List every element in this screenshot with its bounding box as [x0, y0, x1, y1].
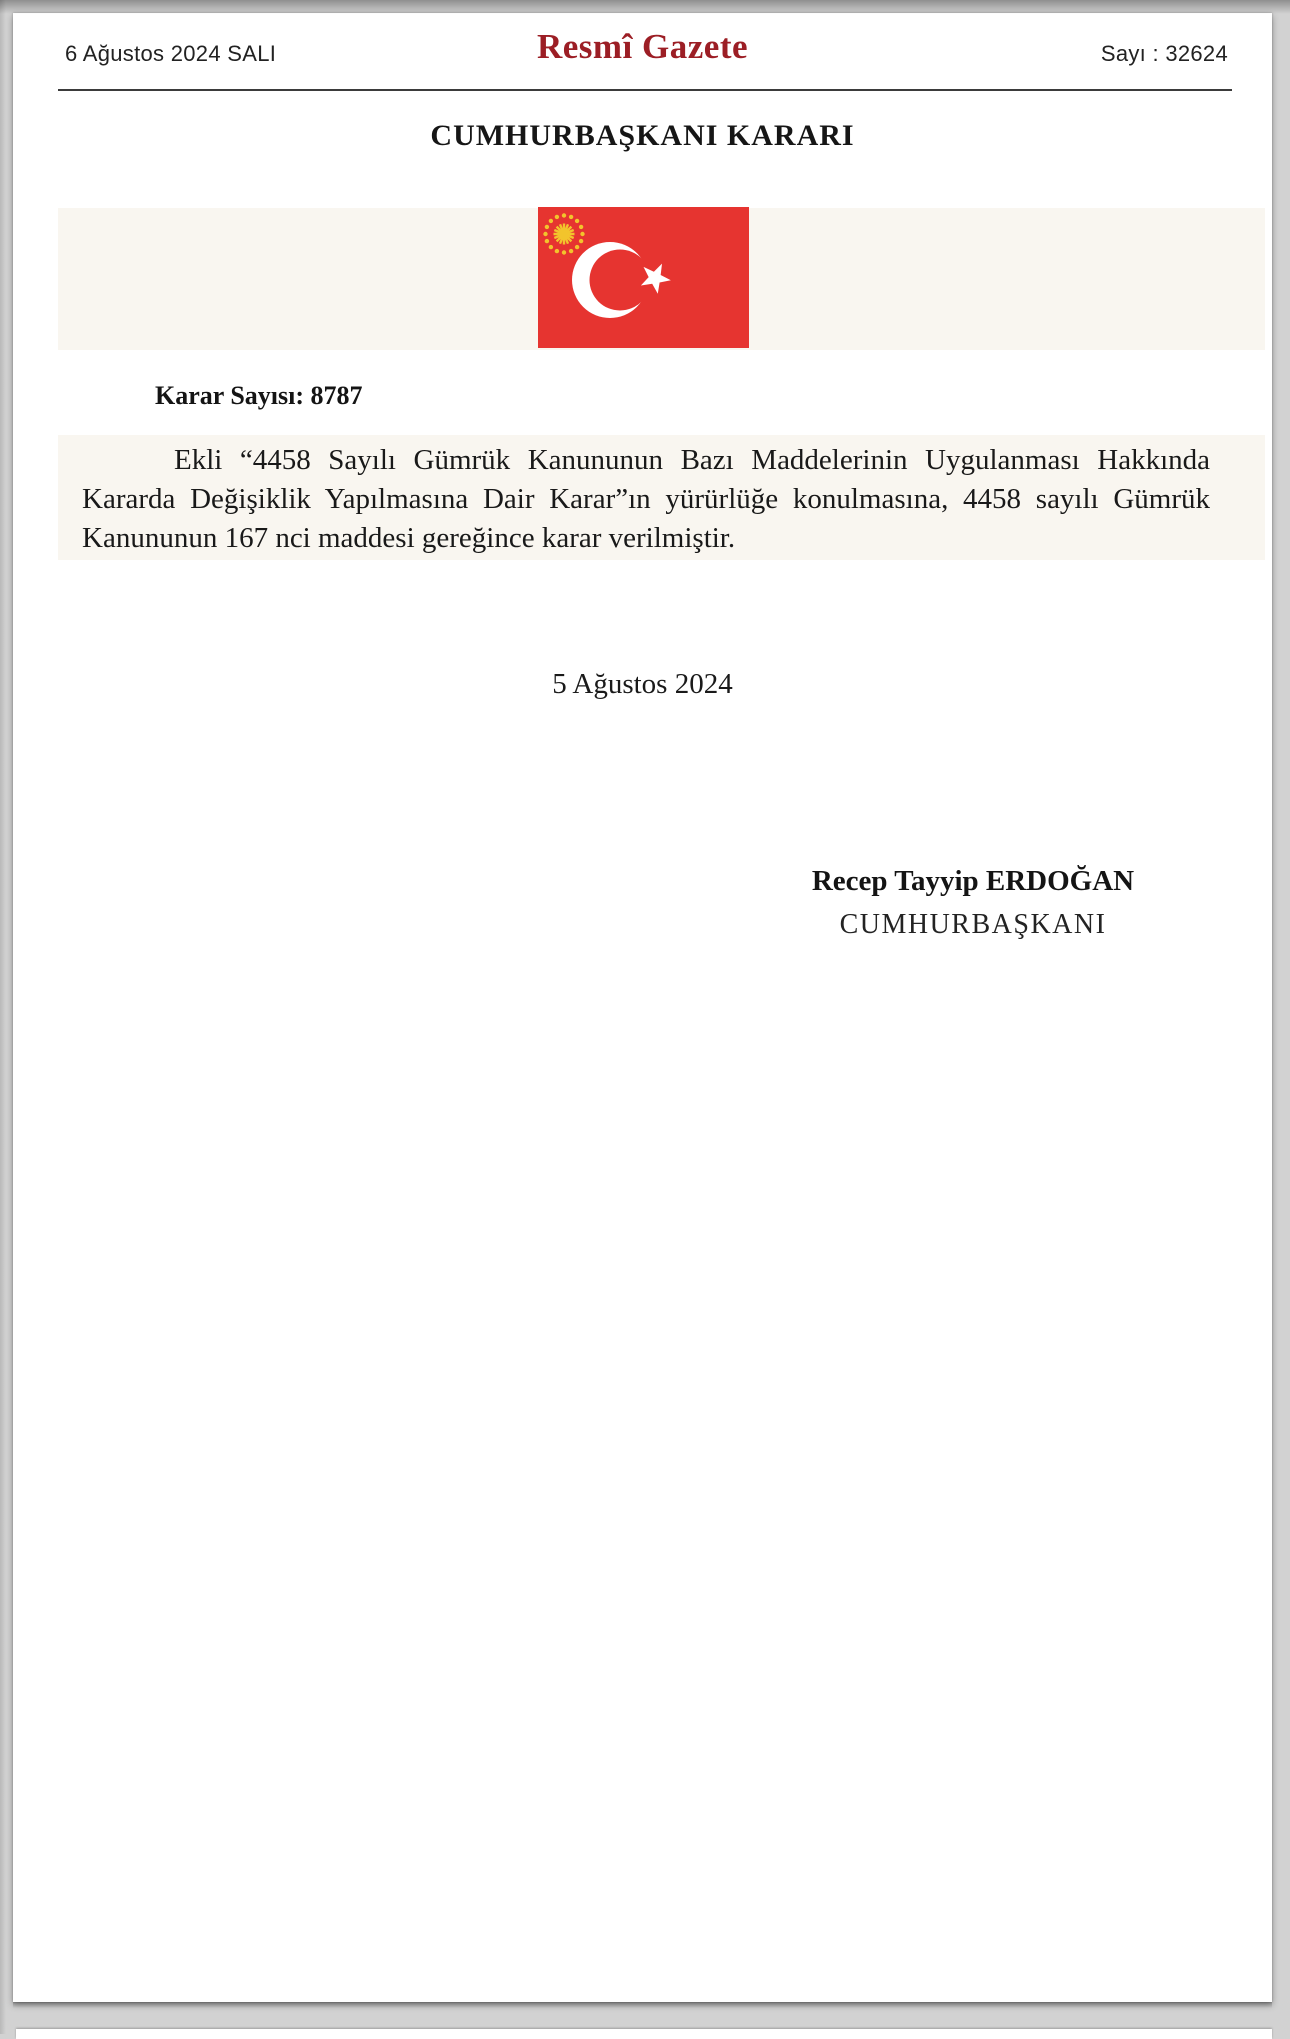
next-page-edge [16, 2029, 1272, 2039]
header-issue-number: Sayı : 32624 [1100, 41, 1228, 66]
gazette-page [13, 13, 1272, 2002]
signature-block [773, 865, 1173, 941]
header-divider [58, 89, 1232, 91]
decree-date: 5 Ağustos 2024 [552, 668, 733, 700]
turkish-presidential-flag-icon [538, 207, 749, 348]
decree-number: Karar Sayısı: 8787 [155, 381, 363, 410]
header-date: 6 Ağustos 2024 SALI [65, 41, 277, 66]
viewer-top-shadow [0, 0, 1290, 14]
signatory-name: Recep Tayyip ERDOĞAN [811, 865, 1135, 897]
page-bottom-shadow [13, 2002, 1272, 2008]
decree-body-line: Ekli “4458 Sayılı Gümrük Kanununun Bazı Maddelerinin Uygulanması Hakkında [174, 444, 1210, 476]
decree-body-paragraph [82, 441, 1210, 558]
signatory-title: CUMHURBAŞKANI [839, 909, 1107, 940]
decree-heading: CUMHURBAŞKANI KARARI [430, 119, 855, 152]
viewer-left-shadow [0, 0, 6, 2034]
masthead-title: Resmî Gazete [536, 27, 749, 66]
decree-body-line: Kanununun 167 nci maddesi gereğince karar verilmiştir. [82, 522, 736, 554]
decree-body-line: Kararda Değişiklik Yapılmasına Dair Karar”ın yürürlüğe konulmasına, 4458 sayılı Gümrük [82, 483, 1210, 515]
